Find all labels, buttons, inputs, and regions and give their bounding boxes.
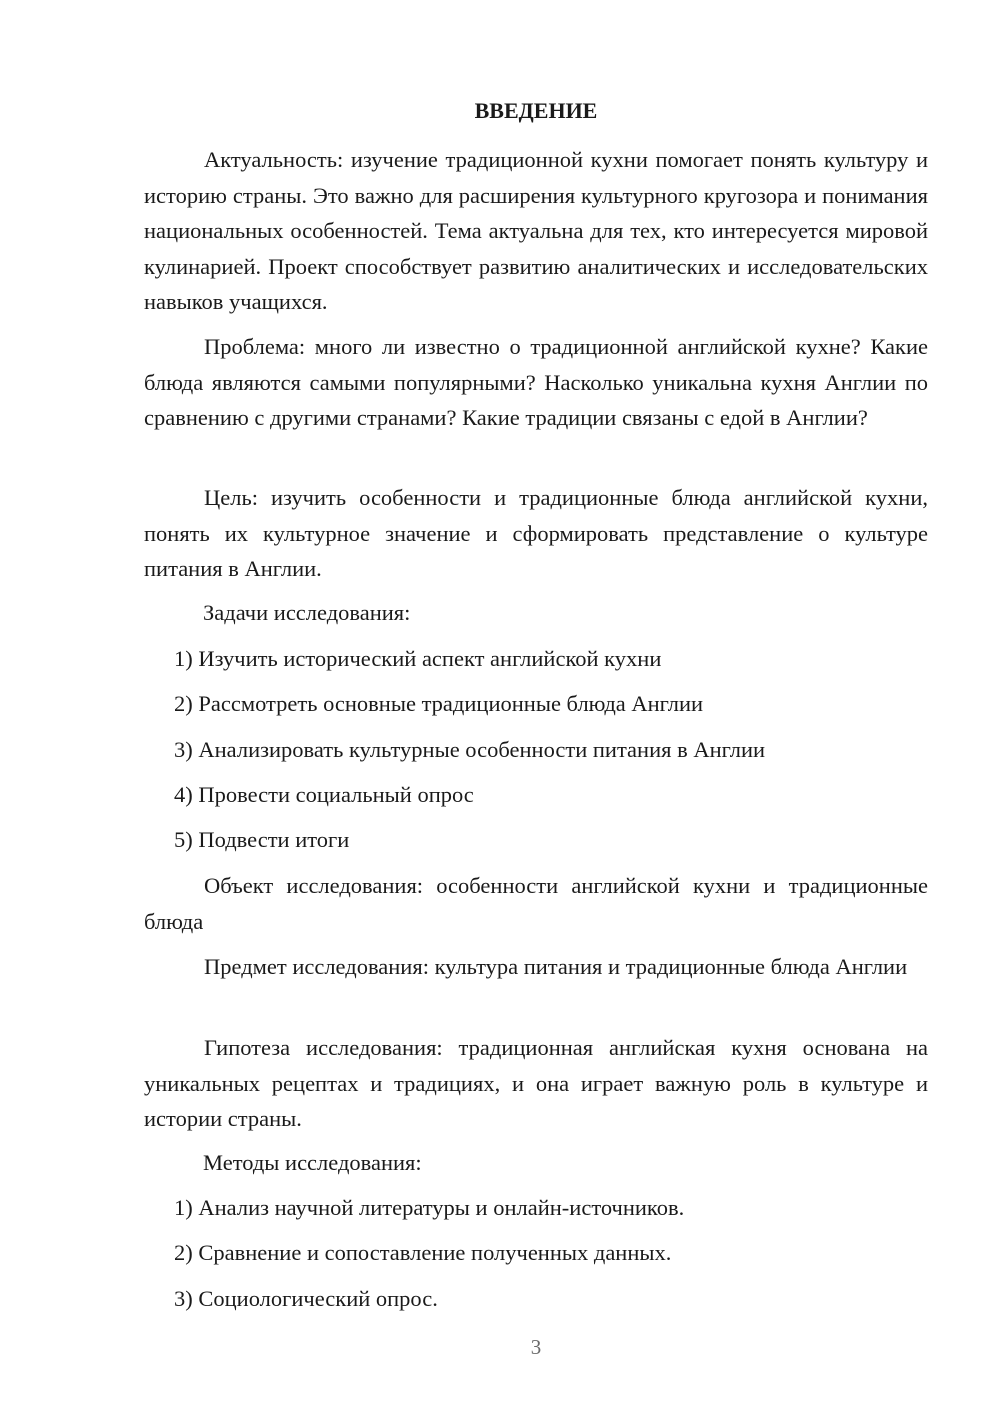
object-paragraph: Объект исследования: особенности английской кухни и традиционные блюда	[144, 873, 928, 934]
problem-paragraph: Проблема: много ли известно о традиционной английской кухне? Какие блюда являются самыми популярными? Насколько уникальна кухня Англии по сравнению с другими странами? Какие традиции связаны с едой в Англии?	[144, 334, 928, 431]
task-item: 3) Анализировать культурные особенности питания в Англии	[174, 737, 766, 762]
subject-paragraph: Предмет исследования: культура питания и традиционные блюда Англии	[204, 954, 908, 979]
task-item: 1) Изучить исторический аспект английской кухни	[174, 646, 662, 671]
methods-heading: Методы исследования:	[203, 1150, 422, 1175]
tasks-heading: Задачи исследования:	[203, 600, 411, 625]
task-item: 4) Провести социальный опрос	[174, 782, 474, 807]
method-item: 2) Сравнение и сопоставление полученных данных.	[174, 1240, 672, 1265]
method-item: 3) Социологический опрос.	[174, 1286, 438, 1311]
goal-paragraph: Цель: изучить особенности и традиционные блюда английской кухни, понять их культурное значение и сформировать представление о культуре питания в Англии.	[144, 485, 928, 582]
relevance-paragraph: Актуальность: изучение традиционной кухни помогает понять культуру и историю страны. Это важно для расширения культурного кругозора и понимания национальных особенностей. Тема актуальна для тех, кто интересуется мировой кулинарией. Проект способствует развитию аналитических и исследовательских навыков учащихся.	[144, 147, 928, 315]
task-item: 5) Подвести итоги	[174, 827, 350, 852]
page-number: 3	[530, 1335, 542, 1359]
method-item: 1) Анализ научной литературы и онлайн-источников.	[174, 1195, 685, 1220]
hypothesis-paragraph: Гипотеза исследования: традиционная английская кухня основана на уникальных рецептах и традициях, и она играет важную роль в культуре и истории страны.	[144, 1035, 928, 1132]
task-item: 2) Рассмотреть основные традиционные блюда Англии	[174, 691, 704, 716]
page-title: ВВЕДЕНИЕ	[474, 98, 598, 123]
